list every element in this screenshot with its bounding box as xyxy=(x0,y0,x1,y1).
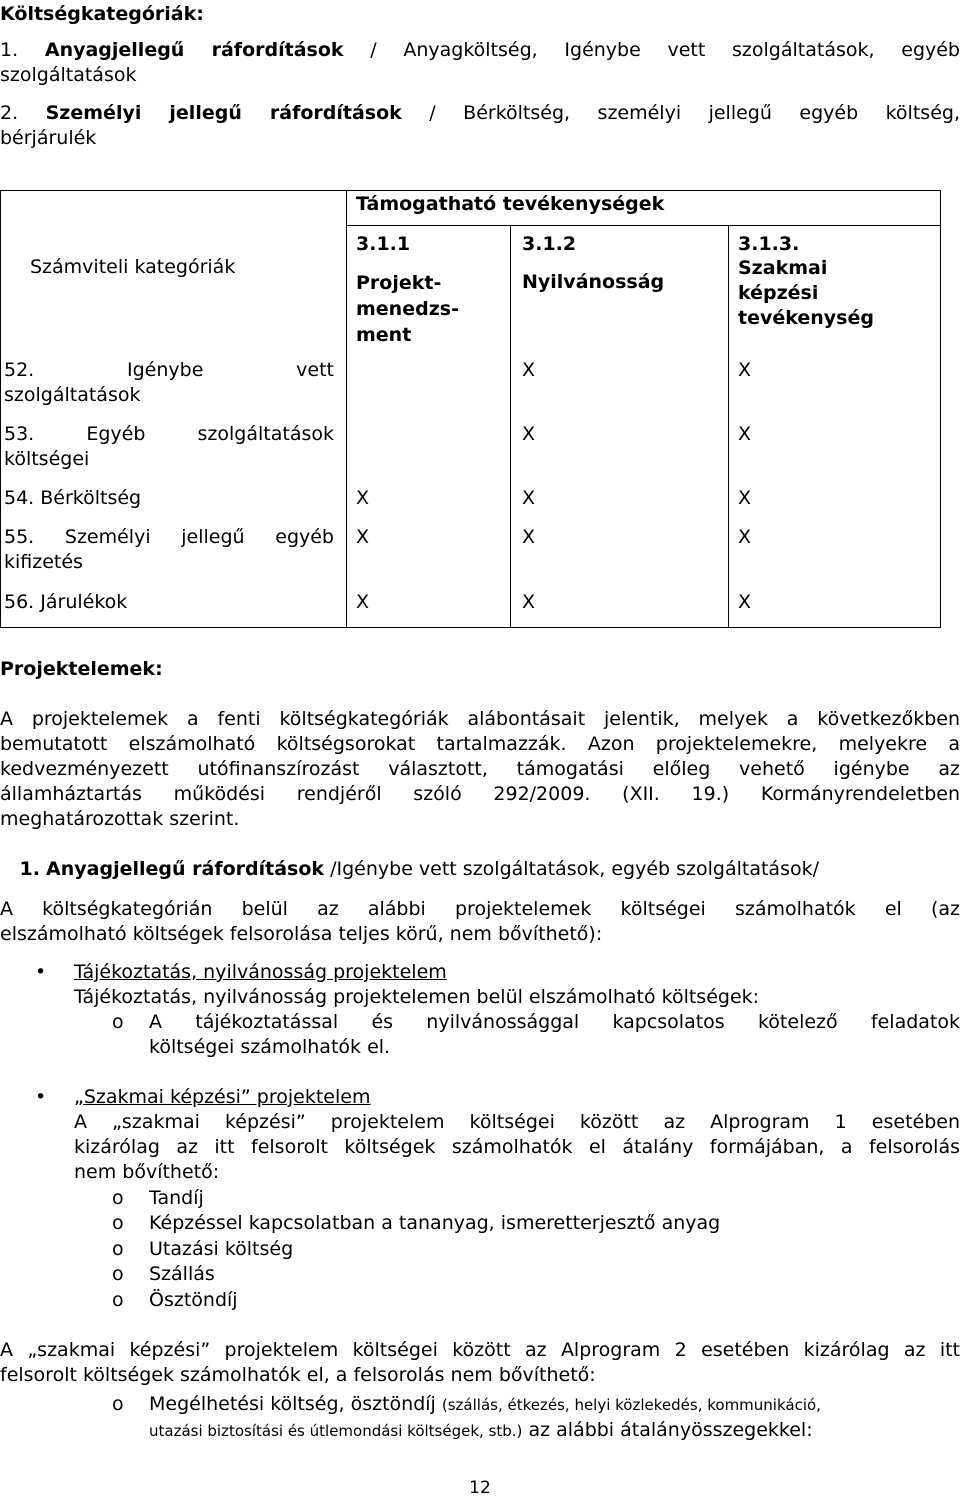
category-1-rest2: szolgáltatások xyxy=(0,64,137,86)
table-row-header: Számviteli kategóriák xyxy=(30,256,236,278)
paragraph-line: meghatározottak szerint. xyxy=(0,808,240,830)
list-item: Képzéssel kapcsolatban a tananyag, ismeretterjesztő anyag xyxy=(149,1212,721,1234)
list-item: Utazási költség xyxy=(149,1238,294,1260)
col1-title: Projekt- menedzs- ment xyxy=(356,272,459,346)
sub-bullet-icon: o xyxy=(112,1263,124,1285)
bullet-1-title: Tájékoztatás, nyilvánosság projektelem xyxy=(74,961,447,983)
category-1-num: 1. xyxy=(0,39,19,61)
category-1-title: Anyagjellegű ráfordítások xyxy=(44,39,344,61)
page-number: 12 xyxy=(469,1478,491,1498)
bullet-2-text: nem bővíthető: xyxy=(74,1161,220,1183)
list-item: Tandíj xyxy=(149,1187,204,1209)
category-2-rest: / Bérköltség, személyi jellegű egyéb költség, xyxy=(429,102,960,124)
table-group-header: Támogatható tevékenységek xyxy=(356,193,665,215)
sub-bullet-icon: o xyxy=(112,1289,124,1311)
bullet-2-title: „Szakmai képzési” projektelem xyxy=(74,1086,371,1108)
category-2-num: 2. xyxy=(0,102,19,124)
closing-item-cont: utazási biztosítási és útlemondási költségek, stb.) az alábbi átalányösszegekkel: xyxy=(149,1419,813,1441)
bullet-1-sub: Tájékoztatás, nyilvánosság projektelemen belül elszámolható költségek: xyxy=(74,986,760,1008)
paragraph-line: kedvezményezett utófinanszírozást választott, támogatási előleg vehető igénybe az xyxy=(0,758,960,780)
paragraph-line: bemutatott elszámolható költségsorokat tartalmazzák. Azon projektelemekre, melyekre a xyxy=(0,733,960,755)
list-item: Szállás xyxy=(149,1263,215,1285)
paragraph-line: A projektelemek a fenti költségkategóriák alábontásait jelentik, melyek a következőkben xyxy=(0,708,960,730)
sub-bullet-icon: o xyxy=(112,1212,124,1234)
col1-code: 3.1.1 xyxy=(356,233,411,255)
sub-bullet-icon: o xyxy=(112,1238,124,1260)
sub-bullet-icon: o xyxy=(112,1393,124,1415)
bullet-1-item: A tájékoztatással és nyilvánossággal kapcsolatos kötelező feladatok xyxy=(149,1011,960,1033)
bullet-1-item: költségei számolhatók el. xyxy=(149,1036,391,1058)
category-1-rest: / Anyagköltség, Igénybe vett szolgáltatások, egyéb xyxy=(370,39,960,61)
col3-title: Szakmai képzési tevékenység xyxy=(738,257,874,329)
col2-code: 3.1.2 xyxy=(522,233,577,255)
category-2-title: Személyi jellegű ráfordítások xyxy=(45,102,402,124)
closing-line: felsorolt költségek számolhatók el, a felsorolás nem bővíthető: xyxy=(0,1364,596,1386)
paragraph-line: államháztartás működési rendjéről szóló 292/2009. (XII. 19.) Kormányrendeletben xyxy=(0,783,960,805)
bullet-2-text: A „szakmai képzési” projektelem költségei között az Alprogram 1 esetében xyxy=(74,1111,960,1133)
section-1-heading: 1. Anyagjellegű ráfordítások /Igénybe vett szolgáltatások, egyéb szolgáltatások/ xyxy=(19,858,820,880)
category-1-line xyxy=(0,38,960,63)
list-item: Ösztöndíj xyxy=(149,1289,238,1311)
bullet-2-text: kizárólag az itt felsorolt költségek számolhatók el átalány formájában, a felsorolás xyxy=(74,1136,960,1158)
bullet-icon: • xyxy=(35,1086,47,1108)
section-1-intro: elszámolható költségek felsorolása teljes körű, nem bővíthető): xyxy=(0,923,603,945)
col2-title: Nyilvánosság xyxy=(522,271,665,293)
heading: Költségkategóriák: xyxy=(0,3,204,25)
bullet-icon: • xyxy=(35,961,47,983)
cost-category-table: Támogatható tevékenységek Számviteli kategóriák 3.1.1 Projekt- menedzs- ment 3.1.2 Nyilvánosság 3.1.3. Szakmai képzési tevékenység 52. Igénybe vett szolgáltatások X X 53. Egyéb szolgáltatások költségei X X 54. Bérköltség X X X 55. Személyi jellegű egyéb kifizetés X X X 56. Járulékok X X X xyxy=(0,190,941,628)
section-1-intro: A költségkategórián belül az alábbi projektelemek költségei számolhatók el (az xyxy=(0,898,960,920)
projektelemek-heading: Projektelemek: xyxy=(0,658,163,680)
sub-bullet-icon: o xyxy=(112,1011,124,1033)
category-2-line xyxy=(0,101,960,126)
closing-line: A „szakmai képzési” projektelem költségei között az Alprogram 2 esetében kizárólag az itt xyxy=(0,1339,960,1361)
category-2-rest2: bérjárulék xyxy=(0,127,97,149)
col3-code: 3.1.3. xyxy=(738,233,800,255)
sub-bullet-icon: o xyxy=(112,1187,124,1209)
closing-item: Megélhetési költség, ösztöndíj (szállás, étkezés, helyi közlekedés, kommunikáció, xyxy=(149,1393,821,1415)
